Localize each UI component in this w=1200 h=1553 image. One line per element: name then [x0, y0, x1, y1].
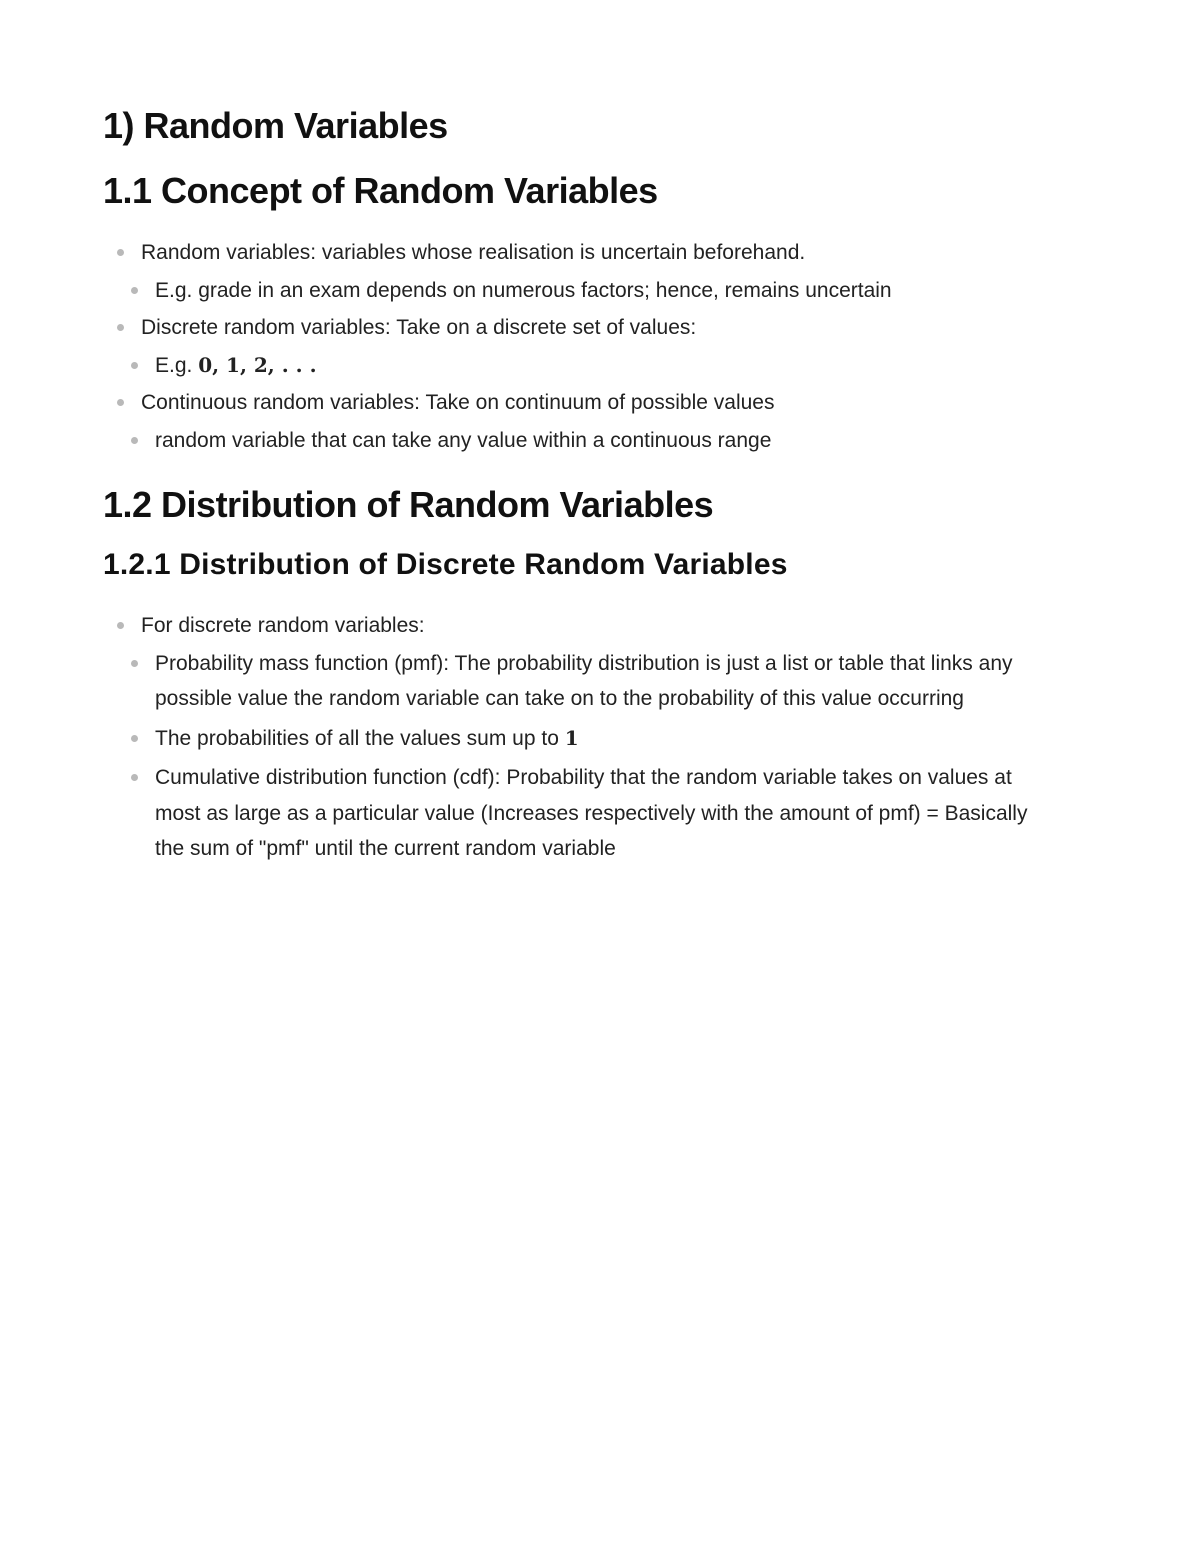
bullet-icon	[131, 660, 138, 667]
sub-list	[141, 646, 1103, 867]
heading-distribution-of-random-variables: 1.2 Distribution of Random Variables	[103, 484, 714, 525]
sub-list	[141, 273, 1103, 309]
sub-list-item	[103, 423, 1103, 459]
sub-list-item	[103, 646, 1103, 717]
bullet-icon	[131, 287, 138, 294]
bullet-icon	[117, 399, 124, 406]
sub-list-item	[103, 348, 1103, 384]
sub-list-item	[103, 760, 1103, 867]
list-item	[103, 385, 1103, 458]
item-text: E.g. grade in an exam depends on numerous factors; hence, remains uncertain	[155, 278, 892, 302]
item-text: Discrete random variables: Take on a discrete set of values:	[141, 316, 697, 339]
heading-discrete-distribution: 1.2.1 Distribution of Discrete Random Variables	[103, 548, 788, 581]
heading-concept-of-random-variables: 1.1 Concept of Random Variables	[103, 170, 658, 211]
list-item	[103, 235, 1103, 308]
list-item	[103, 310, 1103, 383]
title-random-variables: 1) Random Variables	[103, 105, 448, 146]
bullet-icon	[117, 324, 124, 331]
sub-list-item	[103, 721, 1103, 757]
item-text: Random variables: variables whose realisation is uncertain beforehand.	[141, 241, 806, 264]
item-text: The probabilities of all the values sum up to	[155, 726, 565, 750]
item-text: random variable that can take any value within a continuous range	[155, 428, 772, 452]
document-page	[103, 100, 1103, 869]
sub-list	[141, 423, 1103, 459]
concept-list	[103, 235, 1103, 458]
discrete-list	[103, 608, 1103, 867]
bullet-icon	[131, 774, 138, 781]
math-one: 1	[564, 725, 579, 750]
item-text: E.g.	[155, 353, 199, 377]
sub-list	[141, 348, 1103, 384]
bullet-icon	[131, 437, 138, 444]
math-values: 0, 1, 2, . . .	[198, 352, 317, 377]
bullet-icon	[117, 622, 124, 629]
item-text: Cumulative distribution function (cdf): Probability that the random variable takes on values at most as large as a particular value (Increases respectively with the amount of pmf) = Basically the sum of "pmf" until the current random variable	[155, 766, 1028, 860]
bullet-icon	[131, 735, 138, 742]
list-item	[103, 608, 1103, 867]
item-text: Continuous random variables: Take on continuum of possible values	[141, 391, 775, 414]
bullet-icon	[131, 362, 138, 369]
sub-list-item	[103, 273, 1103, 309]
item-text: Probability mass function (pmf): The probability distribution is just a list or table that links any possible value the random variable can take on to the probability of this value occurring	[155, 651, 1013, 710]
item-text: For discrete random variables:	[141, 614, 425, 637]
bullet-icon	[117, 249, 124, 256]
